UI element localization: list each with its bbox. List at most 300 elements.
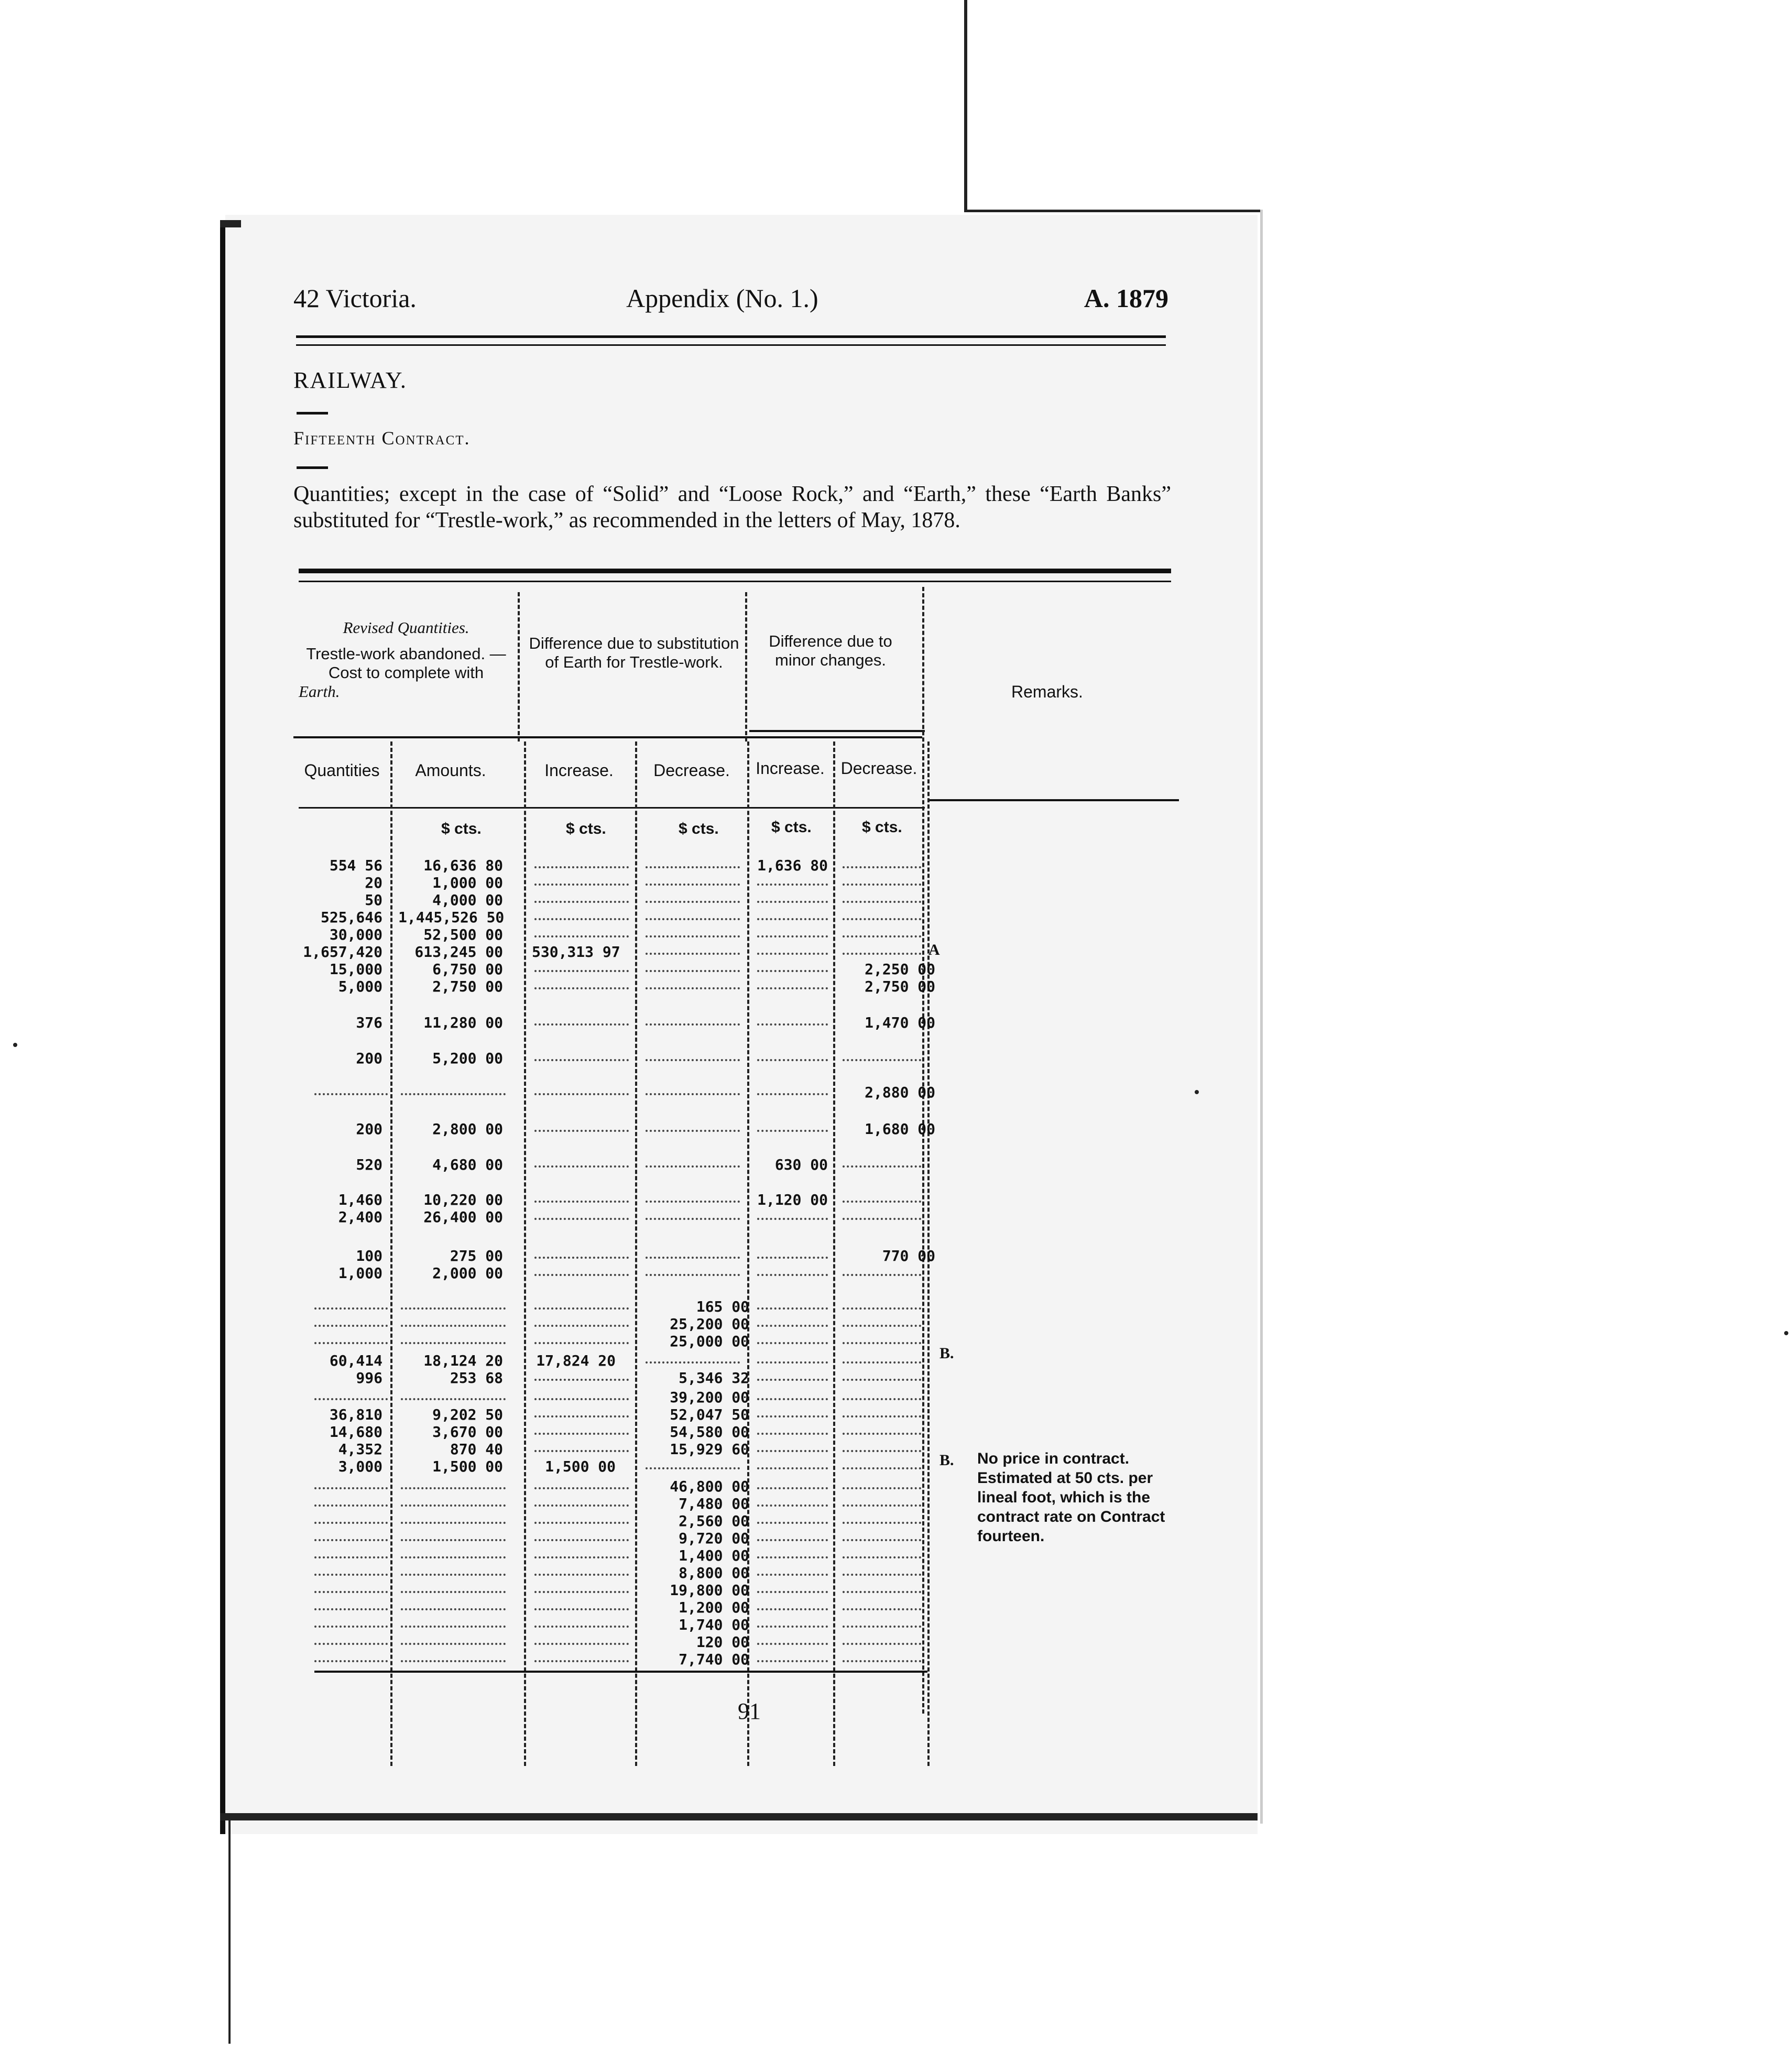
cell-amt: 16,636 80 [423,857,503,874]
scan-edge-line [964,210,1263,212]
unit-decrease: $ cts. [679,820,719,837]
unit-increase-minor: $ cts. [771,819,812,836]
table-row [293,1120,985,1138]
leader-dots [314,1093,388,1095]
leader-dots [843,935,921,937]
table-row [293,1547,985,1565]
cell-dec: 1,400 00 [679,1547,749,1564]
cell-dec2: 2,250 00 [865,961,935,978]
cell-qty: 996 [356,1369,383,1387]
cell-qty: 14,680 [329,1423,383,1441]
cell-amt: 275 00 [450,1247,503,1264]
leader-dots [757,1398,828,1400]
table-row [293,1247,985,1265]
cell-dec: 5,346 32 [679,1369,749,1387]
leader-dots [757,1379,828,1381]
leader-dots [843,1467,921,1469]
revised-quantities-header [293,618,519,701]
leader-dots [757,901,828,903]
leader-dots [843,1274,921,1276]
leader-dots [314,1398,388,1400]
leader-dots [534,1522,629,1524]
section-title: RAILWAY. [293,367,407,393]
leader-dots [534,1450,629,1452]
leader-dots [314,1643,388,1645]
unit-decrease-minor: $ cts. [862,819,902,836]
cell-amt: 253 68 [450,1369,503,1387]
leader-dots [646,1201,740,1203]
table-row [293,1530,985,1547]
leader-dots [843,1556,921,1558]
marker-b: B. [939,1345,954,1362]
leader-dots [534,918,629,920]
cell-qty: 60,414 [329,1352,383,1369]
leader-dots [757,918,828,920]
leader-dots [401,1342,506,1344]
table-row [293,961,985,978]
leader-dots [314,1325,388,1327]
leader-dots [534,1643,629,1645]
cell-dec: 15,929 60 [670,1441,749,1458]
leader-dots [757,1504,828,1507]
cell-inc: 530,313 97 [532,943,620,961]
header-session: 42 Victoria. [293,283,417,313]
leader-dots [401,1556,506,1558]
leader-dots [401,1539,506,1541]
header-rule [296,335,1166,346]
header-rule [927,799,1179,801]
table-row [293,943,985,961]
cell-qty: 554 56 [329,857,383,874]
leader-dots [534,1093,629,1095]
cell-amt: 6,750 00 [432,961,503,978]
leader-dots [646,1059,740,1061]
cell-dec: 165 00 [696,1298,749,1315]
leader-dots [757,935,828,937]
scan-edge-line [220,1813,1258,1820]
leader-dots [757,1415,828,1417]
leader-dots [401,1398,506,1400]
col-amounts: Amounts. [415,761,486,780]
leader-dots [646,1130,740,1132]
cell-qty: 200 [356,1120,383,1138]
cell-inc: 1,500 00 [545,1458,616,1475]
unit-increase: $ cts. [566,820,606,837]
page-number: 91 [738,1698,761,1724]
leader-dots [646,1274,740,1276]
leader-dots [757,1274,828,1276]
leader-dots [757,1643,828,1645]
leader-dots [401,1608,506,1610]
leader-dots [646,1361,740,1364]
cell-dec: 25,200 00 [670,1315,749,1333]
cell-amt: 26,400 00 [423,1208,503,1226]
table-top-rule [299,569,1171,582]
table-row [293,1423,985,1441]
leader-dots [534,1660,629,1662]
leader-dots [843,1059,921,1061]
leader-dots [757,1307,828,1310]
leader-dots [757,1325,828,1327]
column-divider [745,592,747,742]
leader-dots [843,1379,921,1381]
leader-dots [843,1218,921,1220]
cell-inc2: 1,636 80 [757,857,828,874]
cell-dec2: 770 00 [882,1247,935,1264]
leader-dots [314,1574,388,1576]
leader-dots [401,1522,506,1524]
cell-dec: 120 00 [696,1633,749,1651]
table-row [293,1298,985,1316]
revised-quantities-subtitle: Trestle-work abandoned. —Cost to complete with [306,645,506,682]
cell-qty: 200 [356,1050,383,1067]
leader-dots [646,866,740,868]
leader-dots [757,970,828,972]
leader-dots [757,1626,828,1628]
leader-dots [646,970,740,972]
cell-amt: 4,680 00 [432,1156,503,1173]
table-row [293,1478,985,1496]
section-divider [297,466,328,469]
marker-a: A [928,941,940,958]
leader-dots [534,935,629,937]
leader-dots [757,884,828,886]
cell-amt: 9,202 50 [432,1406,503,1423]
cell-dec: 2,560 00 [679,1512,749,1530]
section-divider [297,412,328,415]
cell-dec2: 2,750 00 [865,978,935,995]
cell-qty: 1,657,420 [303,943,383,961]
leader-dots [314,1342,388,1344]
leader-dots [843,953,921,955]
leader-dots [401,1643,506,1645]
scan-speck [1784,1331,1788,1335]
header-rule [293,736,922,738]
leader-dots [757,1487,828,1489]
table-row [293,1014,985,1032]
cell-amt: 4,000 00 [432,891,503,909]
leader-dots [646,901,740,903]
leader-dots [534,1274,629,1276]
table-row [293,1156,985,1174]
leader-dots [314,1626,388,1628]
leader-dots [534,1023,629,1026]
minor-changes-header: Difference due to minor changes. [769,632,892,669]
cell-qty: 15,000 [329,961,383,978]
cell-amt: 1,445,526 50 [398,909,505,926]
leader-dots [843,1415,921,1417]
leader-dots [757,1059,828,1061]
leader-dots [843,1539,921,1541]
table-row [293,1333,985,1350]
cell-dec: 54,580 00 [670,1423,749,1441]
leader-dots [534,1626,629,1628]
leader-dots [757,987,828,989]
leader-dots [534,1556,629,1558]
table-row [293,1352,985,1370]
leader-dots [843,1361,921,1364]
scan-speck [13,1043,17,1047]
leader-dots [843,1591,921,1593]
table-row [293,857,985,875]
leader-dots [843,1165,921,1168]
cell-amt: 870 40 [450,1441,503,1458]
header-rule [299,807,925,809]
cell-amt: 1,000 00 [432,874,503,891]
revised-quantities-subtitle-italic: Earth. [299,682,340,701]
leader-dots [843,918,921,920]
leader-dots [843,1342,921,1344]
cell-amt: 1,500 00 [432,1458,503,1475]
cell-qty: 525,646 [320,909,383,926]
cell-inc2: 630 00 [774,1156,828,1173]
cell-dec2: 1,470 00 [865,1014,935,1031]
cell-qty: 5,000 [338,978,383,995]
table-row [293,1406,985,1424]
leader-dots [843,1574,921,1576]
col-increase: Increase. [544,761,614,780]
cell-dec: 7,740 00 [679,1651,749,1668]
cell-inc: 17,824 20 [536,1352,616,1369]
leader-dots [646,1257,740,1259]
leader-dots [534,1325,629,1327]
leader-dots [843,1504,921,1507]
leader-dots [401,1325,506,1327]
table-row [293,1315,985,1333]
leader-dots [646,884,740,886]
cell-qty: 30,000 [329,926,383,943]
leader-dots [534,1307,629,1310]
contract-title: Fifteenth Contract. [293,428,471,449]
leader-dots [757,1257,828,1259]
leader-dots [314,1487,388,1489]
leader-dots [534,1487,629,1489]
scan-speck [1195,1090,1199,1094]
cell-amt: 52,500 00 [423,926,503,943]
leader-dots [401,1574,506,1576]
leader-dots [534,866,629,868]
leader-dots [757,1556,828,1558]
leader-dots [534,1059,629,1061]
leader-dots [757,1433,828,1435]
leader-dots [843,1201,921,1203]
leader-dots [757,1130,828,1132]
leader-dots [757,1660,828,1662]
leader-dots [757,1361,828,1364]
leader-dots [843,1450,921,1452]
table-row [293,1564,985,1582]
leader-dots [314,1504,388,1507]
leader-dots [757,1467,828,1469]
leader-dots [843,1398,921,1400]
cell-qty: 36,810 [329,1406,383,1423]
leader-dots [534,1201,629,1203]
leader-dots [534,1398,629,1400]
table-row [293,1191,985,1209]
table-row [293,1441,985,1458]
remark-b-text: No price in contract. Estimated at 50 cts. per lineal foot, which is the contract rate on Contract fourteen. [977,1450,1165,1545]
revised-quantities-title: Revised Quantities. [343,618,469,637]
table-row [293,926,985,944]
scan-edge-line [228,1818,231,2044]
col-decrease: Decrease. [653,761,730,780]
table-row [293,1512,985,1530]
leader-dots [534,987,629,989]
leader-dots [757,1342,828,1344]
cell-amt: 2,000 00 [432,1264,503,1282]
cell-dec: 25,000 00 [670,1333,749,1350]
col-decrease-minor: Decrease. [840,759,917,778]
leader-dots [646,935,740,937]
total-rule [314,1671,927,1673]
leader-dots [646,1467,740,1469]
cell-amt: 11,280 00 [423,1014,503,1031]
cell-amt: 3,670 00 [432,1423,503,1441]
leader-dots [401,1307,506,1310]
leader-dots [646,1023,740,1026]
table-row [293,891,985,909]
column-divider [518,592,520,742]
table-row [293,1633,985,1651]
leader-dots [401,1660,506,1662]
cell-qty: 376 [356,1014,383,1031]
cell-inc2: 1,120 00 [757,1191,828,1208]
table-row [293,1264,985,1282]
table-row [293,1084,985,1102]
table-row [293,1208,985,1226]
marker-b-remark: B. [939,1452,954,1469]
leader-dots [646,1218,740,1220]
cell-amt: 5,200 00 [432,1050,503,1067]
cell-dec: 19,800 00 [670,1582,749,1599]
scan-edge-line [220,220,225,1834]
leader-dots [843,1307,921,1310]
header-rule [749,730,925,732]
leader-dots [401,1487,506,1489]
leader-dots [757,1218,828,1220]
leader-dots [843,1643,921,1645]
unit-amounts: $ cts. [441,820,482,837]
leader-dots [843,1325,921,1327]
cell-qty: 100 [356,1247,383,1264]
leader-dots [646,1093,740,1095]
leader-dots [843,901,921,903]
leader-dots [843,866,921,868]
cell-dec: 9,720 00 [679,1530,749,1547]
leader-dots [401,1626,506,1628]
leader-dots [843,884,921,886]
leader-dots [757,953,828,955]
cell-dec: 1,740 00 [679,1616,749,1633]
leader-dots [401,1591,506,1593]
leader-dots [534,1539,629,1541]
description-paragraph: Quantities; except in the case of “Solid” and “Loose Rock,” and “Earth,” these “Earth Banks” substituted for “Trestle-work,” as recommended in the letters of May, 1878. [293,482,1171,532]
leader-dots [757,1450,828,1452]
leader-dots [757,1093,828,1095]
leader-dots [843,1487,921,1489]
cell-qty: 2,400 [338,1208,383,1226]
leader-dots [401,1093,506,1095]
earth-substitution-header: Difference due to substitution of Earth for Trestle-work. [529,634,739,671]
leader-dots [534,884,629,886]
leader-dots [534,1257,629,1259]
cell-qty: 4,352 [338,1441,383,1458]
leader-dots [843,1522,921,1524]
cell-amt: 613,245 00 [414,943,503,961]
cell-amt: 18,124 20 [423,1352,503,1369]
leader-dots [534,1165,629,1168]
leader-dots [314,1591,388,1593]
leader-dots [646,953,740,955]
remarks-header: Remarks. [1011,682,1083,701]
leader-dots [314,1522,388,1524]
table-row [293,978,985,996]
leader-dots [646,987,740,989]
leader-dots [534,1379,629,1381]
page-header [293,283,1168,320]
cell-dec: 7,480 00 [679,1495,749,1512]
cell-qty: 520 [356,1156,383,1173]
cell-amt: 2,750 00 [432,978,503,995]
table-row [293,1369,985,1387]
leader-dots [534,901,629,903]
leader-dots [534,1433,629,1435]
cell-dec: 46,800 00 [670,1478,749,1495]
scan-edge-line [1260,210,1263,1824]
table-row [293,1599,985,1617]
table-row [293,874,985,892]
leader-dots [757,1522,828,1524]
scan-edge-line [220,220,241,227]
leader-dots [534,1591,629,1593]
leader-dots [314,1539,388,1541]
table-row [293,1050,985,1067]
table-row [293,1495,985,1513]
leader-dots [843,1433,921,1435]
leader-dots [534,1415,629,1417]
leader-dots [757,1574,828,1576]
leader-dots [314,1608,388,1610]
leader-dots [401,1504,506,1507]
col-increase-minor: Increase. [756,759,825,778]
leader-dots [534,1574,629,1576]
leader-dots [534,1342,629,1344]
table-row [293,1616,985,1634]
header-appendix: Appendix (No. 1.) [626,283,818,313]
leader-dots [843,1608,921,1610]
leader-dots [534,1218,629,1220]
leader-dots [314,1660,388,1662]
cell-qty: 3,000 [338,1458,383,1475]
cell-dec: 39,200 00 [670,1389,749,1406]
cell-dec: 1,200 00 [679,1599,749,1616]
cell-qty: 20 [365,874,383,891]
cell-amt: 10,220 00 [423,1191,503,1208]
leader-dots [646,918,740,920]
leader-dots [534,970,629,972]
leader-dots [534,1504,629,1507]
table-row [293,1582,985,1599]
leader-dots [534,1608,629,1610]
col-quantities: Quantities [304,761,380,780]
quantities-table [293,582,1195,1714]
header-year: A. 1879 [1084,283,1168,313]
cell-qty: 1,460 [338,1191,383,1208]
table-row [293,1651,985,1669]
leader-dots [757,1539,828,1541]
table-row [293,1458,985,1476]
cell-qty: 50 [365,891,383,909]
